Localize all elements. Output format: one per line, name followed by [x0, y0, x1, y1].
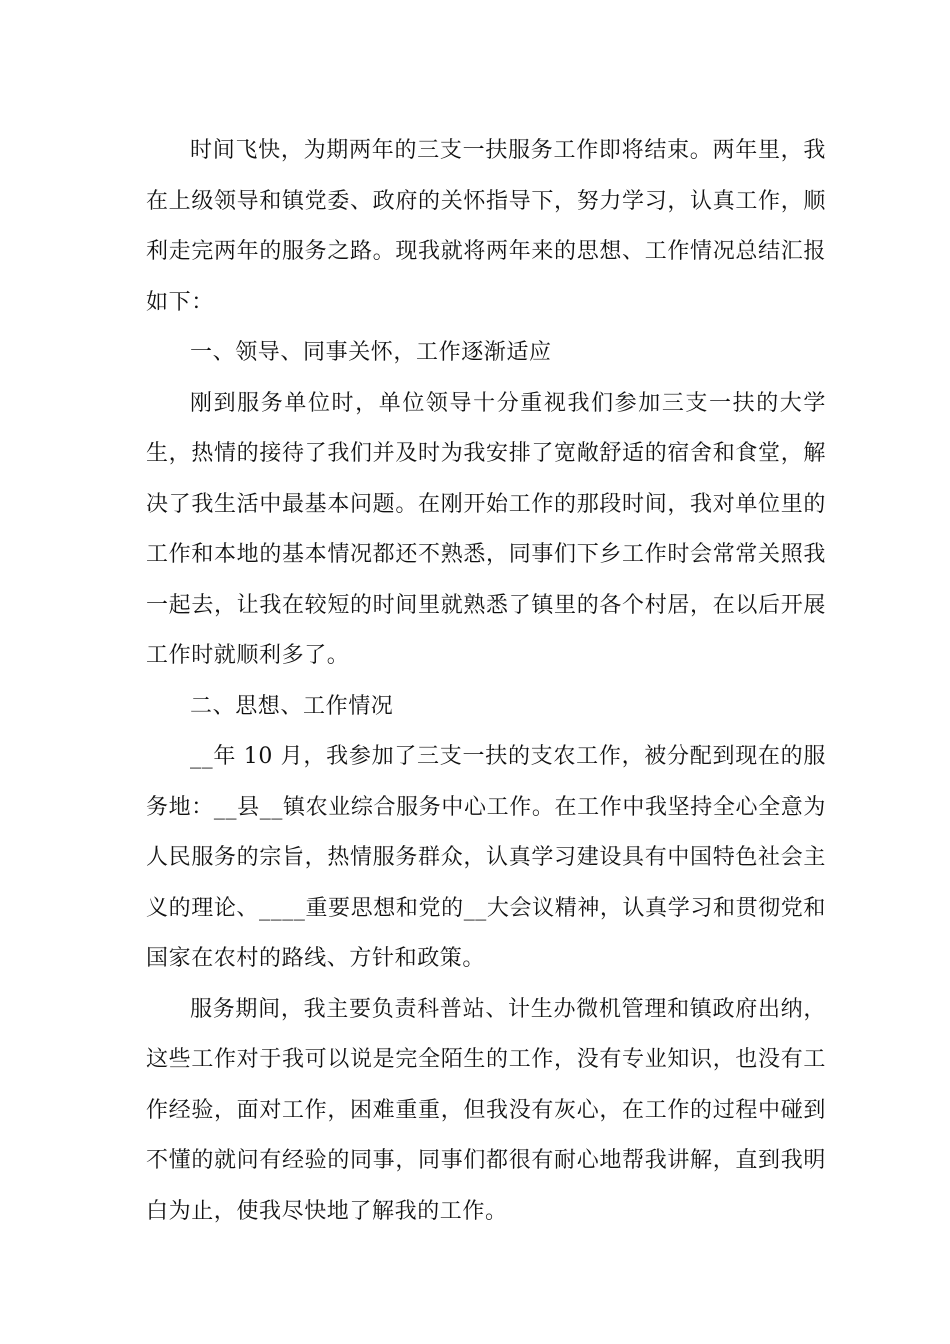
paragraph-section-two-a: __年 10 月，我参加了三支一扶的支农工作，被分配到现在的服务地：__县__镇农业综合服务中心工作。在工作中我坚持全心全意为人民服务的宗旨，热情服务群众，认真学习建设具有中国特色社会主义的理论、____重要思想和党的__大会议精神，认真学习和贯彻党和国家在农村的路线、方针和政策。: [146, 744, 826, 971]
paragraph-intro: 时间飞快，为期两年的三支一扶服务工作即将结束。两年里，我在上级领导和镇党委、政府的关怀指导下，努力学习，认真工作，顺利走完两年的服务之路。现我就将两年来的思想、工作情况总结汇报如下：: [146, 138, 826, 315]
heading-section-one: 一、领导、同事关怀，工作逐渐适应: [190, 340, 552, 365]
paragraph-section-one: 刚到服务单位时，单位领导十分重视我们参加三支一扶的大学生，热情的接待了我们并及时为我安排了宽敞舒适的宿舍和食堂，解决了我生活中最基本问题。在刚开始工作的那段时间，我对单位里的工作和本地的基本情况都还不熟悉，同事们下乡工作时会常常关照我一起去，让我在较短的时间里就熟悉了镇里的各个村居，在以后开展工作时就顺利多了。: [146, 390, 826, 668]
document-body: [146, 126, 826, 1237]
paragraph-section-two-b: 服务期间，我主要负责科普站、计生办微机管理和镇政府出纳，这些工作对于我可以说是完全陌生的工作，没有专业知识，也没有工作经验，面对工作，困难重重，但我没有灰心，在工作的过程中碰到不懂的就问有经验的同事，同事们都很有耐心地帮我讲解，直到我明白为止，使我尽快地了解我的工作。: [146, 996, 826, 1224]
heading-section-two: 二、思想、工作情况: [190, 693, 394, 719]
